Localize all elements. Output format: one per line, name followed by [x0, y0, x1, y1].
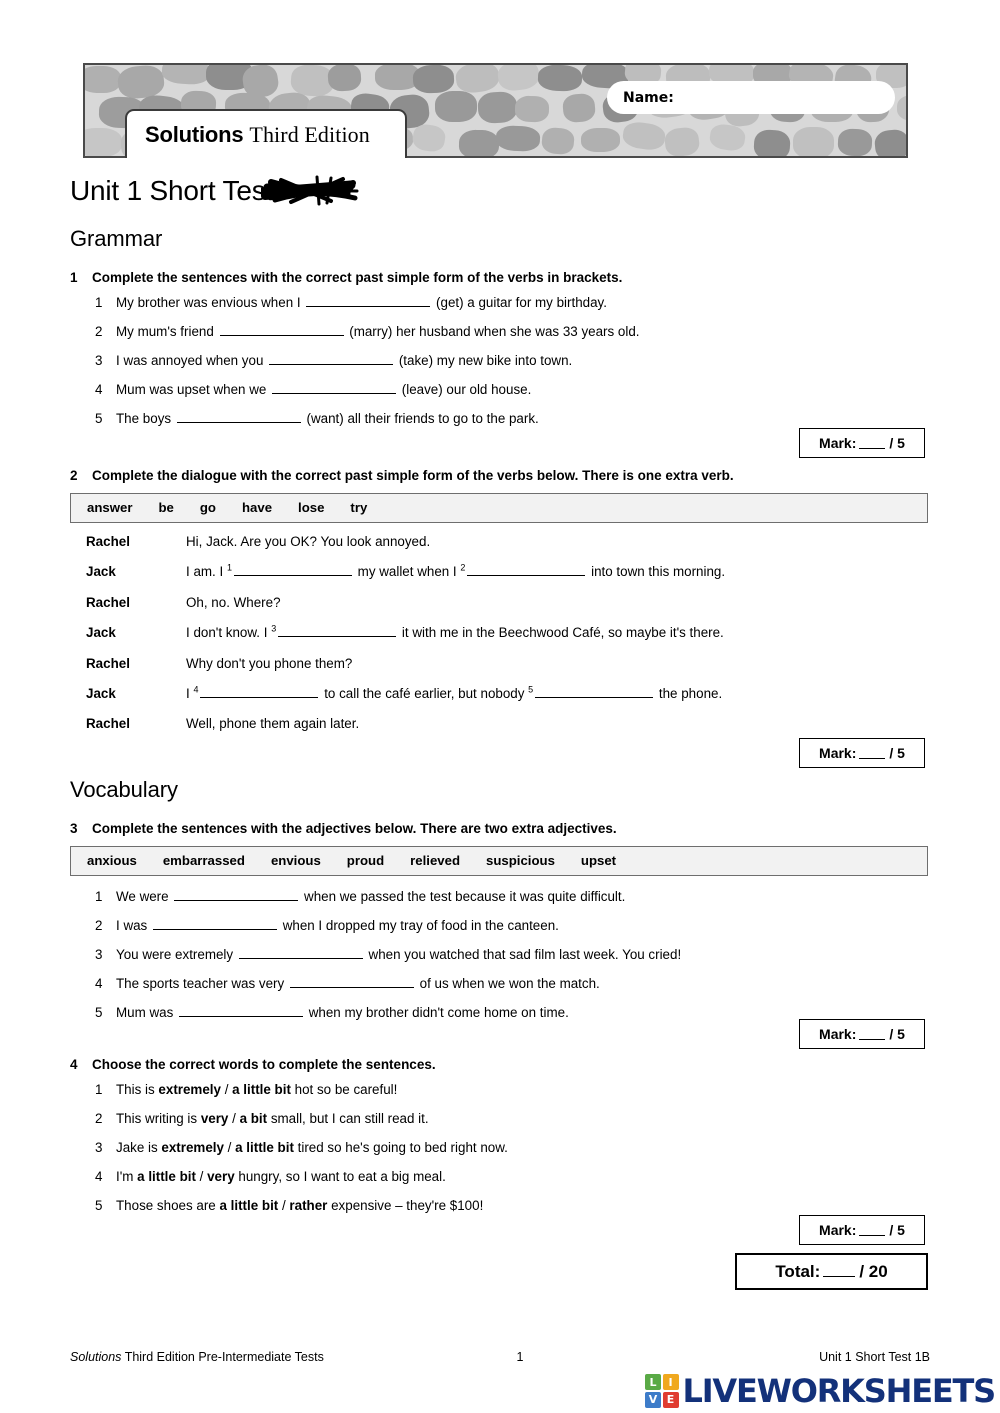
wordbank-word: proud: [346, 853, 385, 869]
dialogue-row: [86, 715, 928, 732]
choice-option[interactable]: a little bit: [137, 1168, 196, 1184]
dialogue-speaker: Rachel: [86, 533, 130, 549]
question-number: 2: [95, 917, 103, 933]
question-row: [95, 975, 928, 992]
answer-blank[interactable]: [200, 685, 318, 698]
question-number: 3: [95, 1139, 103, 1155]
question-text: The boys (want) all their friends to go to the park.: [116, 410, 539, 426]
question-text: Jake is extremely / a little bit tired so he's going to bed right now.: [116, 1139, 508, 1155]
wordbank-word: have: [241, 500, 273, 516]
footer-book-title: Solutions: [70, 1350, 122, 1364]
dialogue-speaker: Jack: [86, 685, 116, 701]
exercise-2-header: [70, 468, 928, 485]
section-heading-grammar: Grammar: [70, 226, 163, 251]
choice-option[interactable]: a bit: [239, 1110, 268, 1126]
mark-total-1: / 5: [889, 435, 905, 451]
liveworksheets-tiles-icon: [645, 1374, 679, 1408]
question-number: 4: [95, 975, 103, 991]
mark-box-4[interactable]: [799, 1215, 925, 1245]
mark-blank-4: [859, 1225, 885, 1236]
exercise-3: [70, 821, 928, 1032]
mark-total-3: / 5: [889, 1026, 905, 1042]
mark-total-4: / 5: [889, 1222, 905, 1238]
dialogue-row: [86, 594, 928, 611]
question-number: 5: [95, 1004, 103, 1020]
dialogue-row: [86, 533, 928, 550]
dialogue-text: Why don't you phone them?: [186, 655, 353, 671]
question-number: 2: [95, 323, 103, 339]
logo-bold-text: Solutions: [145, 121, 244, 147]
dialogue-text: I don't know. I $^3$ it with me in the Beechwood Café, so maybe it's there.: [186, 623, 724, 641]
question-text: I was annoyed when you (take) my new bike into town.: [116, 352, 573, 368]
mark-blank-2: [859, 748, 885, 759]
wordbank-word: upset: [580, 853, 617, 869]
question-number: 1: [95, 294, 103, 310]
question-number: 4: [95, 381, 103, 397]
answer-blank[interactable]: [153, 917, 277, 930]
answer-blank[interactable]: [467, 563, 585, 576]
solutions-logo: [125, 109, 407, 158]
question-row: [95, 294, 928, 311]
question-text: My mum's friend (marry) her husband when she was 33 years old.: [116, 323, 640, 339]
dialogue-row: [86, 624, 928, 641]
exercise-2: [70, 468, 928, 746]
choice-option[interactable]: very: [207, 1168, 235, 1184]
exercise-1-instruction: Complete the sentences with the correct past simple form of the verbs in brackets.: [92, 270, 623, 285]
total-box[interactable]: [735, 1253, 928, 1290]
logo-tile: E: [663, 1392, 679, 1408]
answer-blank[interactable]: [239, 946, 363, 959]
mark-label-3: Mark:: [819, 1026, 857, 1042]
question-text: My brother was envious when I (get) a guitar for my birthday.: [116, 294, 607, 310]
mark-blank-3: [859, 1029, 885, 1040]
question-text: Mum was when my brother didn't come home on time.: [116, 1004, 569, 1020]
question-row: [95, 323, 928, 340]
exercise-4-instruction: Choose the correct words to complete the sentences.: [92, 1057, 436, 1072]
answer-blank[interactable]: [174, 888, 298, 901]
question-text: I'm a little bit / very hungry, so I want to eat a big meal.: [116, 1168, 446, 1184]
answer-blank[interactable]: [220, 323, 344, 336]
choice-option[interactable]: a little bit: [232, 1081, 291, 1097]
mark-box-3[interactable]: [799, 1019, 925, 1049]
mark-total-2: / 5: [889, 745, 905, 761]
answer-blank[interactable]: [278, 624, 396, 637]
choice-option[interactable]: extremely: [161, 1139, 224, 1155]
page-title-row: [70, 174, 359, 208]
question-text: I was when I dropped my tray of food in the canteen.: [116, 917, 559, 933]
answer-blank[interactable]: [177, 410, 301, 423]
wordbank-word: anxious: [87, 853, 137, 869]
wordbank-word: embarrassed: [162, 853, 245, 869]
dialogue-speaker: Jack: [86, 625, 116, 641]
footer: [70, 1350, 930, 1364]
exercise-2-number: 2: [70, 468, 78, 483]
question-row: [95, 1168, 928, 1185]
dialogue-text: Oh, no. Where?: [186, 594, 281, 610]
question-row: [95, 1110, 928, 1127]
question-number: 5: [95, 1197, 103, 1213]
mark-label-2: Mark:: [819, 745, 857, 761]
liveworksheets-logo[interactable]: [645, 1372, 995, 1410]
question-row: [95, 381, 928, 398]
page-title: Unit 1 Short Test: [70, 175, 274, 206]
choice-option[interactable]: very: [200, 1110, 229, 1126]
choice-option[interactable]: extremely: [158, 1081, 221, 1097]
exercise-2-dialogue: [70, 533, 928, 733]
question-number: 1: [95, 1081, 103, 1097]
footer-left: [70, 1350, 490, 1364]
question-number: 2: [95, 1110, 103, 1126]
mark-blank-1: [859, 438, 885, 449]
logo-tile: I: [663, 1374, 679, 1390]
footer-test-name: Unit 1 Short Test 1B: [819, 1350, 930, 1364]
exercise-2-wordbank: [70, 493, 928, 523]
blank-index: 1: [226, 562, 232, 573]
section-heading-vocabulary: Vocabulary: [70, 777, 178, 802]
question-number: 1: [95, 888, 103, 904]
question-row: [95, 1081, 928, 1098]
liveworksheets-wordmark: LIVEWORKSHEETS: [682, 1372, 995, 1410]
exercise-1-number: 1: [70, 270, 78, 285]
footer-book-subtitle: Third Edition Pre-Intermediate Tests: [124, 1350, 324, 1364]
exercise-4-header: [70, 1057, 928, 1074]
exercise-4-number: 4: [70, 1057, 78, 1072]
exercise-2-instruction: Complete the dialogue with the correct past simple form of the verbs below. There is one extra verb.: [92, 468, 734, 483]
question-row: [95, 917, 928, 934]
choice-option[interactable]: rather: [289, 1197, 328, 1213]
scribble-out-icon: [261, 174, 359, 208]
exercise-3-header: [70, 821, 928, 838]
mark-label-1: Mark:: [819, 435, 857, 451]
question-row: [95, 888, 928, 905]
answer-blank[interactable]: [234, 563, 352, 576]
footer-page-number: 1: [516, 1350, 524, 1364]
question-row: [95, 1139, 928, 1156]
question-row: [95, 410, 928, 427]
exercise-1-questions: [70, 294, 928, 427]
total-label: Total:: [775, 1261, 821, 1281]
blank-index: 2: [460, 562, 466, 573]
mark-label-4: Mark:: [819, 1222, 857, 1238]
dialogue-row: [86, 655, 928, 672]
total-max: / 20: [859, 1261, 888, 1281]
wordbank-word: relieved: [410, 853, 461, 869]
question-text: This writing is very / a bit small, but I can still read it.: [116, 1110, 429, 1126]
answer-blank[interactable]: [535, 685, 653, 698]
question-text: You were extremely when you watched that sad film last week. You cried!: [116, 946, 682, 962]
question-number: 3: [95, 946, 103, 962]
question-text: This is extremely / a little bit hot so be careful!: [116, 1081, 398, 1097]
mark-box-2[interactable]: [799, 738, 925, 768]
choice-option[interactable]: a little bit: [219, 1197, 279, 1213]
blank-index: 5: [528, 684, 534, 695]
wordbank-word: be: [158, 500, 174, 516]
exercise-4-questions: [70, 1081, 928, 1214]
wordbank-word: lose: [298, 500, 325, 516]
dialogue-text: Hi, Jack. Are you OK? You look annoyed.: [186, 533, 431, 549]
dialogue-row: [86, 563, 928, 580]
answer-blank[interactable]: [179, 1004, 303, 1017]
dialogue-speaker: Rachel: [86, 716, 130, 732]
exercise-3-number: 3: [70, 821, 78, 836]
answer-blank[interactable]: [272, 381, 396, 394]
dialogue-row: [86, 685, 928, 702]
wordbank-word: try: [350, 500, 368, 516]
answer-blank[interactable]: [290, 975, 414, 988]
logo-tile: L: [645, 1374, 661, 1390]
question-number: 3: [95, 352, 103, 368]
mark-box-1[interactable]: [799, 428, 925, 458]
dialogue-speaker: Rachel: [86, 655, 130, 671]
wordbank-word: go: [199, 500, 216, 516]
dialogue-text: Well, phone them again later.: [186, 716, 360, 732]
answer-blank[interactable]: [269, 352, 393, 365]
question-row: [95, 1197, 928, 1214]
exercise-3-instruction: Complete the sentences with the adjectives below. There are two extra adjectives.: [92, 821, 617, 836]
question-text: The sports teacher was very of us when we won the match.: [116, 975, 600, 991]
question-text: Mum was upset when we (leave) our old house.: [116, 381, 532, 397]
choice-option[interactable]: a little bit: [235, 1139, 294, 1155]
question-number: 4: [95, 1168, 103, 1184]
name-label: Name:: [623, 89, 674, 106]
wordbank-word: answer: [87, 500, 133, 516]
name-input[interactable]: [607, 81, 895, 114]
wordbank-word: suspicious: [486, 853, 555, 869]
logo-tile: V: [645, 1392, 661, 1408]
question-text: Those shoes are a little bit / rather expensive – they're $100!: [116, 1197, 484, 1213]
exercise-1: [70, 270, 928, 438]
question-number: 5: [95, 410, 103, 426]
answer-blank[interactable]: [306, 294, 430, 307]
question-row: [95, 352, 928, 369]
question-row: [95, 946, 928, 963]
header-banner: [83, 63, 908, 158]
wordbank-word: envious: [270, 853, 321, 869]
exercise-3-wordbank: [70, 846, 928, 876]
exercise-4: [70, 1057, 928, 1225]
total-blank: [823, 1266, 855, 1277]
blank-index: 3: [271, 623, 277, 634]
question-text: We were when we passed the test because it was quite difficult.: [116, 888, 626, 904]
dialogue-text: I $^4$ to call the café earlier, but nobody $^5$ the phone.: [186, 684, 723, 701]
dialogue-speaker: Rachel: [86, 594, 130, 610]
dialogue-text: I am. I $^1$ my wallet when I $^2$ into town this morning.: [186, 562, 726, 580]
dialogue-speaker: Jack: [86, 564, 116, 580]
logo-light-text: Third Edition: [249, 121, 370, 147]
blank-index: 4: [193, 684, 199, 695]
exercise-3-questions: [70, 888, 928, 1021]
exercise-1-header: [70, 270, 928, 287]
